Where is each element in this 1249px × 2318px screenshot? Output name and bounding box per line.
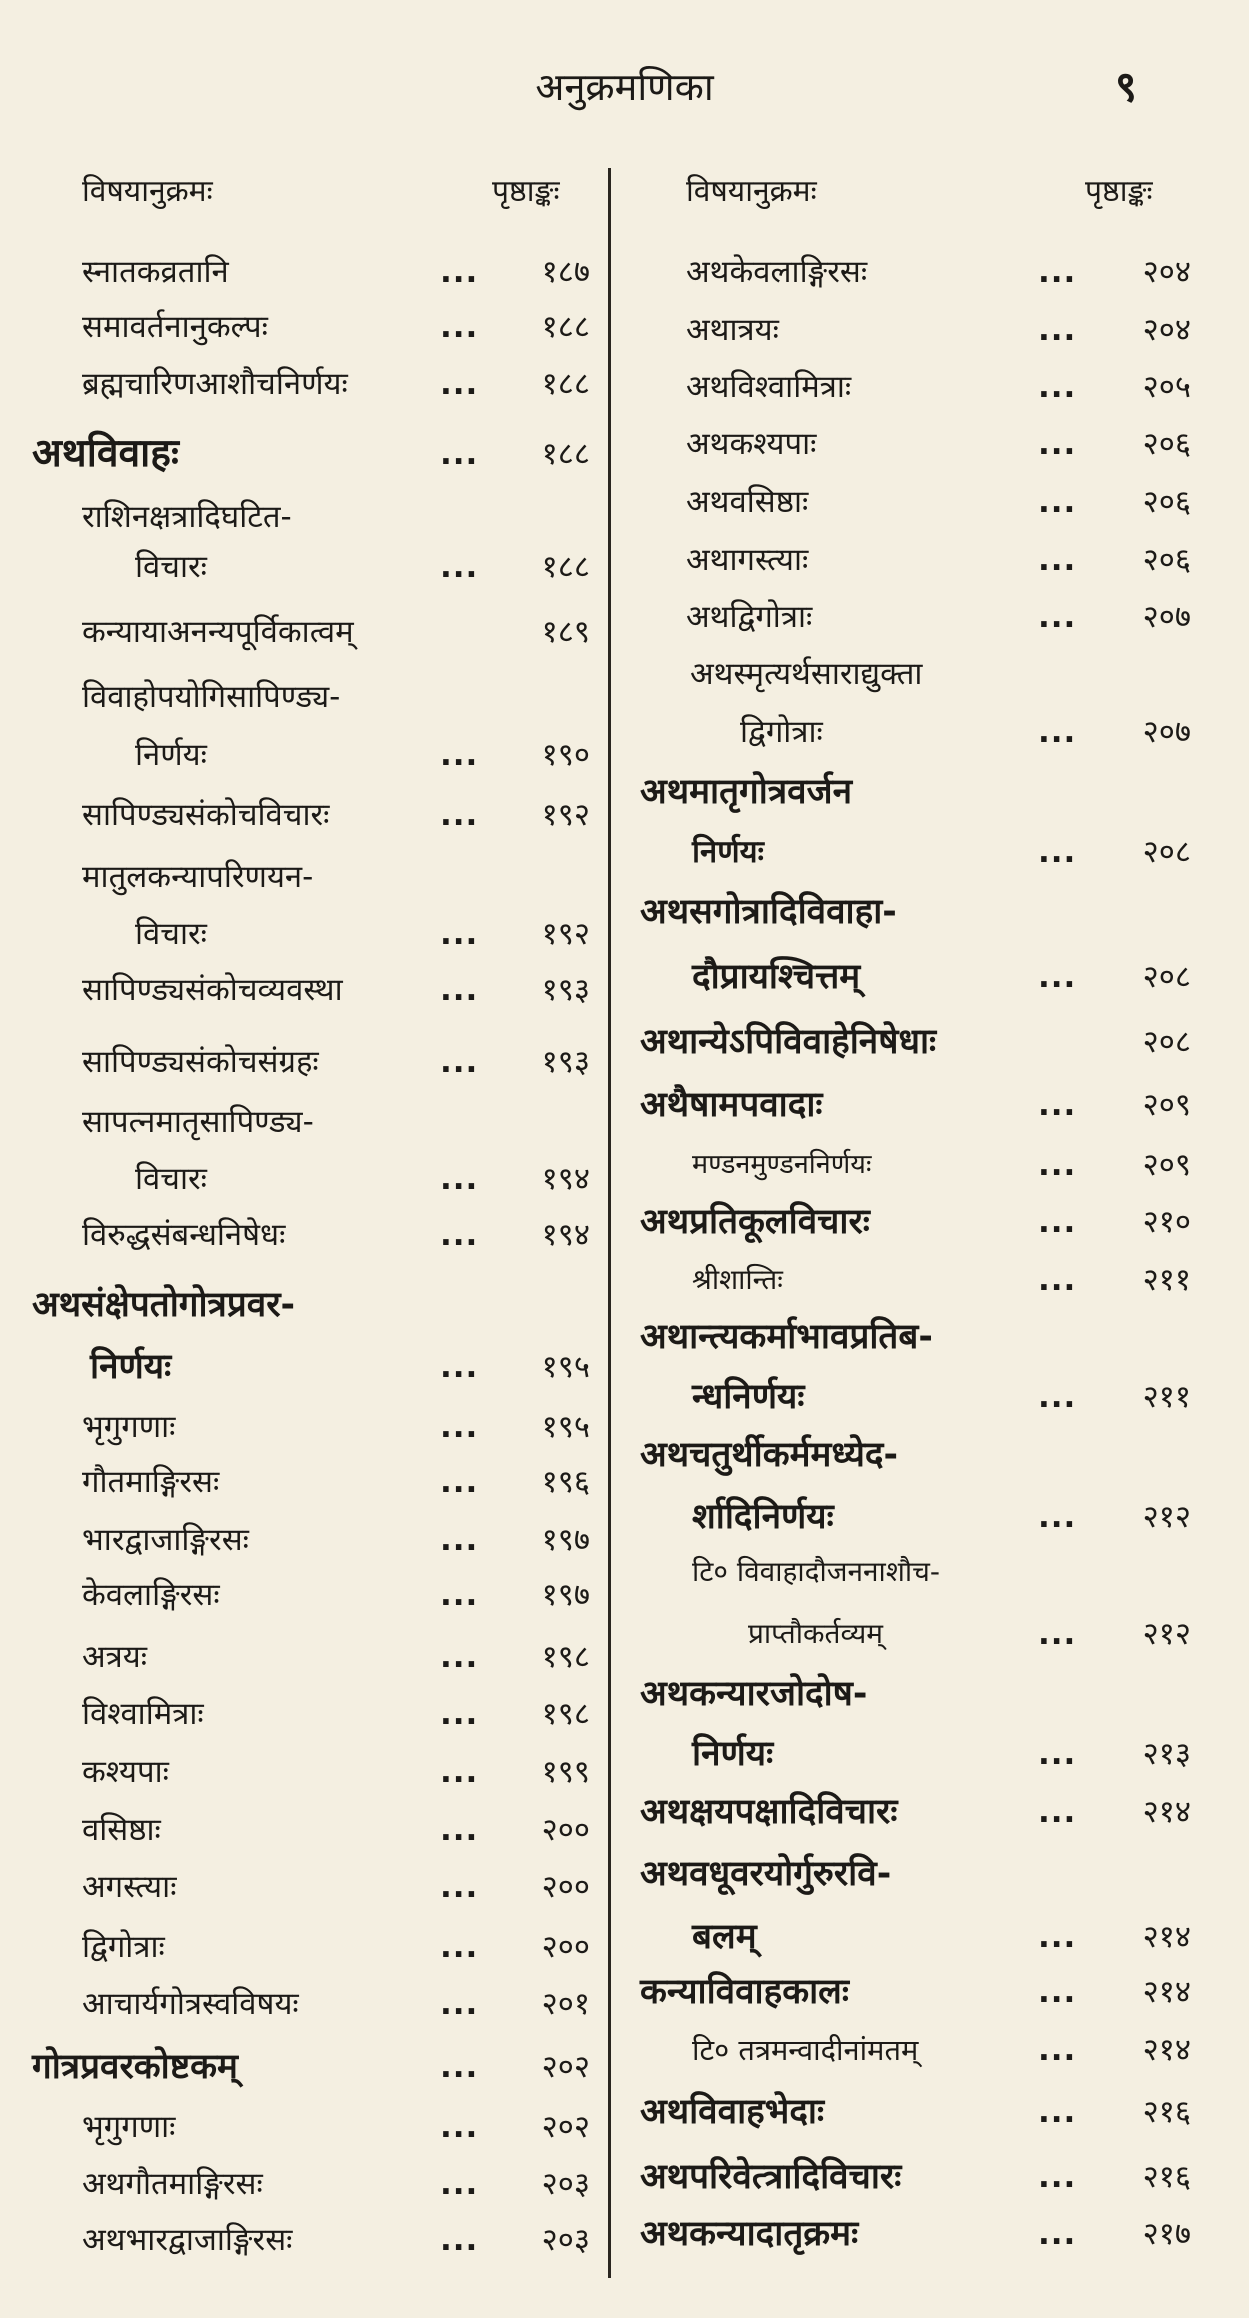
- entry-page: २१६: [1142, 2159, 1191, 2195]
- leader-dots: ...: [440, 737, 479, 773]
- entry-page: २०६: [1142, 542, 1191, 578]
- entry-label: अथद्विगोत्राः: [686, 599, 813, 635]
- leader-dots: ...: [440, 1929, 479, 1965]
- leader-dots: ...: [1038, 1919, 1077, 1955]
- leader-dots: ...: [1038, 254, 1077, 290]
- entry-label: निर्णयः: [692, 1734, 774, 1774]
- entry-page: २११: [1142, 1262, 1191, 1298]
- leader-dots: ...: [1038, 1794, 1077, 1830]
- leader-dots: ...: [1038, 369, 1077, 405]
- leader-dots: ...: [440, 797, 479, 833]
- leader-dots: ...: [440, 309, 479, 345]
- leader-dots: ...: [1038, 2032, 1077, 2068]
- entry-label: अथकन्यादातृक्रमः: [640, 2214, 859, 2254]
- entry-label: अथवसिष्ठाः: [686, 484, 809, 520]
- entry-label: आचार्यगोत्रस्वविषयः: [82, 1986, 299, 2022]
- leader-dots: ...: [1038, 1736, 1077, 1772]
- entry-page: १९६: [541, 1464, 590, 1500]
- leader-dots: ...: [440, 1161, 479, 1197]
- entry-label: सापिण्ड्यसंकोचसंग्रहः: [82, 1044, 319, 1080]
- entry-page: २०६: [1142, 426, 1191, 462]
- entry-label: कश्यपाः: [82, 1754, 169, 1790]
- leader-dots: ...: [440, 1639, 479, 1675]
- entry-page: २१४: [1142, 1794, 1191, 1830]
- leader-dots: ...: [1038, 834, 1077, 870]
- entry-page: २०८: [1142, 834, 1191, 870]
- entry-label: अत्रयः: [82, 1639, 148, 1675]
- entry-label: प्राप्तौकर्तव्यम्: [748, 1617, 884, 1650]
- entry-label: अथसगोत्रादिविवाहा-: [640, 892, 897, 932]
- entry-page: २१३: [1142, 1736, 1191, 1772]
- entry-page: २०७: [1142, 599, 1191, 635]
- entry-page: २०७: [1142, 714, 1191, 750]
- entry-label: दौप्रायश्चित्तम्: [692, 957, 861, 997]
- entry-page: २१४: [1142, 2032, 1191, 2068]
- entry-label: अथविश्वामित्राः: [686, 369, 852, 405]
- entry-page: २०४: [1142, 254, 1191, 290]
- entry-label: अथात्रयः: [686, 312, 779, 348]
- entry-page: १९९: [541, 1754, 590, 1790]
- entry-label: मातुलकन्यापरिणयन-: [82, 859, 314, 895]
- leader-dots: ...: [440, 1696, 479, 1732]
- entry-label: राशिनक्षत्रादिघटित-: [82, 499, 292, 535]
- entry-label: टि० विवाहादौजननाशौच-: [692, 1555, 940, 1588]
- leader-dots: ...: [1038, 2094, 1077, 2130]
- leader-dots: ...: [440, 366, 479, 402]
- leader-dots: ...: [440, 1869, 479, 1905]
- entry-label: भृगुगणाः: [82, 2109, 176, 2145]
- entry-label: अथकन्यारजोदोष-: [640, 1674, 868, 1714]
- leader-dots: ...: [1038, 959, 1077, 995]
- entry-page: १८९: [541, 614, 590, 650]
- leader-dots: ...: [440, 1986, 479, 2022]
- leader-dots: ...: [1038, 2159, 1077, 2195]
- entry-page: १९५: [541, 1349, 590, 1385]
- leader-dots: ...: [1038, 714, 1077, 750]
- entry-label: कन्याविवाहकालः: [640, 1972, 849, 2012]
- leader-dots: ...: [440, 1754, 479, 1790]
- leader-dots: ...: [440, 549, 479, 585]
- column-header-page: पृष्ठाङ्कः: [492, 174, 560, 209]
- entry-label: वसिष्ठाः: [82, 1812, 161, 1848]
- entry-label: श्रीशान्तिः: [692, 1263, 783, 1296]
- leader-dots: ...: [440, 916, 479, 952]
- entry-label: निर्णयः: [90, 1347, 172, 1387]
- leader-dots: ...: [1038, 542, 1077, 578]
- entry-label: अथस्मृत्यर्थसाराद्युक्ता: [690, 656, 923, 692]
- entry-page: २०२: [541, 2109, 590, 2145]
- entry-page: २०३: [541, 2222, 590, 2258]
- entry-page: १९३: [541, 1044, 590, 1080]
- entry-label: विश्वामित्राः: [82, 1696, 204, 1732]
- entry-page: १८८: [541, 549, 590, 585]
- entry-label: गोत्रप्रवरकोष्टकम्: [32, 2047, 238, 2087]
- entry-label: अथप्रतिकूलविचारः: [640, 1202, 870, 1242]
- page-number: ९: [1115, 62, 1137, 111]
- leader-dots: ...: [440, 1464, 479, 1500]
- entry-label: सापत्नमातृसापिण्ड्य-: [82, 1104, 314, 1140]
- entry-page: २००: [541, 1812, 590, 1848]
- leader-dots: ...: [440, 254, 479, 290]
- entry-label: अथकेवलाङ्गिरसः: [686, 254, 868, 290]
- leader-dots: ...: [1038, 1087, 1077, 1123]
- entry-page: २०९: [1142, 1087, 1191, 1123]
- entry-page: २१६: [1142, 2094, 1191, 2130]
- leader-dots: ...: [440, 1522, 479, 1558]
- entry-page: १९४: [541, 1217, 590, 1253]
- entry-page: १९८: [541, 1639, 590, 1675]
- entry-label: अथकश्यपाः: [686, 426, 817, 462]
- entry-page: १८८: [541, 309, 590, 345]
- entry-page: २०२: [541, 2049, 590, 2085]
- entry-page: २००: [541, 1869, 590, 1905]
- entry-label: अगस्त्याः: [82, 1869, 177, 1905]
- entry-page: २०५: [1142, 369, 1191, 405]
- entry-page: २१२: [1142, 1616, 1191, 1652]
- entry-page: १८८: [541, 366, 590, 402]
- leader-dots: ...: [440, 2222, 479, 2258]
- leader-dots: ...: [1038, 2216, 1077, 2252]
- column-divider: [608, 168, 611, 2278]
- entry-page: १९७: [541, 1577, 590, 1613]
- entry-page: २०१: [541, 1986, 590, 2022]
- leader-dots: ...: [1038, 1974, 1077, 2010]
- entry-page: २१४: [1142, 1919, 1191, 1955]
- entry-label: अथसंक्षेपतोगोत्रप्रवर-: [32, 1285, 296, 1325]
- leader-dots: ...: [1038, 484, 1077, 520]
- entry-page: १९७: [541, 1522, 590, 1558]
- entry-label: अथविवाहभेदाः: [640, 2092, 825, 2132]
- entry-page: २११: [1142, 1379, 1191, 1415]
- entry-label: निर्णयः: [692, 834, 764, 870]
- entry-page: १८७: [541, 254, 590, 290]
- leader-dots: ...: [440, 972, 479, 1008]
- entry-page: २०४: [1142, 312, 1191, 348]
- leader-dots: ...: [440, 1577, 479, 1613]
- entry-label: अथचतुर्थीकर्ममध्येद-: [640, 1435, 899, 1475]
- entry-label: र्शादिनिर्णयः: [692, 1497, 834, 1537]
- leader-dots: ...: [1038, 599, 1077, 635]
- leader-dots: ...: [1038, 1379, 1077, 1415]
- entry-label: अथक्षयपक्षादिविचारः: [640, 1792, 898, 1832]
- leader-dots: ...: [440, 2109, 479, 2145]
- column-header-subject: विषयानुक्रमः: [82, 174, 213, 209]
- entry-label: अथान्येऽपिविवाहेनिषेधाः: [640, 1022, 937, 1062]
- entry-label: अथागस्त्याः: [686, 542, 809, 578]
- entry-label: भृगुगणाः: [82, 1409, 176, 1445]
- entry-label: विचारः: [135, 1161, 207, 1197]
- leader-dots: ...: [440, 2166, 479, 2202]
- entry-label: अथमातृगोत्रवर्जन: [640, 772, 852, 812]
- entry-label: अथगौतमाङ्गिरसः: [82, 2166, 263, 2202]
- entry-label: विचारः: [135, 916, 207, 952]
- leader-dots: ...: [440, 1044, 479, 1080]
- entry-label: मण्डनमुण्डननिर्णयः: [692, 1149, 872, 1180]
- entry-label: गौतमाङ्गिरसः: [82, 1464, 220, 1500]
- leader-dots: ...: [1038, 1616, 1077, 1652]
- entry-label: द्विगोत्राः: [740, 714, 823, 750]
- entry-page: १९२: [541, 916, 590, 952]
- leader-dots: ...: [440, 436, 479, 472]
- entry-label: विवाहोपयोगिसापिण्ड्य-: [82, 679, 341, 715]
- entry-page: २१०: [1142, 1204, 1191, 1240]
- entry-label: टि० तत्रमन्वादीनांमतम्: [692, 2033, 919, 2067]
- entry-label: भारद्वाजाङ्गिरसः: [82, 1522, 249, 1558]
- leader-dots: ...: [440, 1812, 479, 1848]
- entry-page: २०६: [1142, 484, 1191, 520]
- entry-page: २०९: [1142, 1147, 1191, 1183]
- leader-dots: ...: [1038, 426, 1077, 462]
- entry-label: अथविवाहः: [32, 431, 179, 476]
- entry-page: १९५: [541, 1409, 590, 1445]
- entry-page: १९४: [541, 1161, 590, 1197]
- entry-label: विचारः: [135, 549, 207, 585]
- leader-dots: ...: [1038, 1204, 1077, 1240]
- entry-label: अथान्त्यकर्माभावप्रतिब-: [640, 1317, 933, 1357]
- leader-dots: ...: [1038, 1262, 1077, 1298]
- leader-dots: ...: [440, 1349, 479, 1385]
- entry-label: अथैषामपवादाः: [640, 1085, 823, 1125]
- leader-dots: ...: [1038, 1147, 1077, 1183]
- entry-label: निर्णयः: [135, 737, 207, 773]
- entry-label: सापिण्ड्यसंकोचविचारः: [82, 797, 330, 833]
- entry-page: १८८: [541, 436, 590, 472]
- entry-label: अथभारद्वाजाङ्गिरसः: [82, 2222, 293, 2258]
- column-header-page: पृष्ठाङ्कः: [1085, 174, 1153, 209]
- entry-page: २०८: [1142, 959, 1191, 995]
- entry-label: सापिण्ड्यसंकोचव्यवस्था: [82, 972, 343, 1008]
- entry-page: २०८: [1142, 1024, 1191, 1060]
- entry-page: २१४: [1142, 1974, 1191, 2010]
- entry-page: १९३: [541, 972, 590, 1008]
- page-title: अनुक्रमणिका: [535, 65, 714, 109]
- entry-label: स्नातकव्रतानि: [82, 254, 229, 290]
- entry-page: २१२: [1142, 1499, 1191, 1535]
- entry-label: बलम्: [692, 1917, 757, 1957]
- entry-page: २००: [541, 1929, 590, 1965]
- entry-label: ब्रह्मचारिणआशौचनिर्णयः: [82, 366, 348, 402]
- column-header-subject: विषयानुक्रमः: [686, 174, 817, 209]
- leader-dots: ...: [440, 1217, 479, 1253]
- leader-dots: ...: [440, 1409, 479, 1445]
- entry-label: अथपरिवेत्त्रादिविचारः: [640, 2157, 902, 2197]
- entry-page: २१७: [1142, 2216, 1191, 2252]
- entry-page: १९२: [541, 797, 590, 833]
- entry-page: १९८: [541, 1696, 590, 1732]
- entry-label: कन्यायाअनन्यपूर्विकात्वम्: [82, 614, 354, 650]
- entry-label: अथवधूवरयोर्गुरुरवि-: [640, 1854, 892, 1894]
- entry-page: २०३: [541, 2166, 590, 2202]
- entry-label: केवलाङ्गिरसः: [82, 1577, 220, 1613]
- entry-label: विरुद्धसंबन्धनिषेधः: [82, 1217, 286, 1253]
- leader-dots: ...: [1038, 1499, 1077, 1535]
- leader-dots: ...: [1038, 312, 1077, 348]
- leader-dots: ...: [440, 2049, 479, 2085]
- entry-label: द्विगोत्राः: [82, 1929, 165, 1965]
- entry-label: समावर्तनानुकल्पः: [82, 309, 268, 345]
- entry-page: १९०: [541, 737, 590, 773]
- entry-label: न्धनिर्णयः: [692, 1377, 805, 1417]
